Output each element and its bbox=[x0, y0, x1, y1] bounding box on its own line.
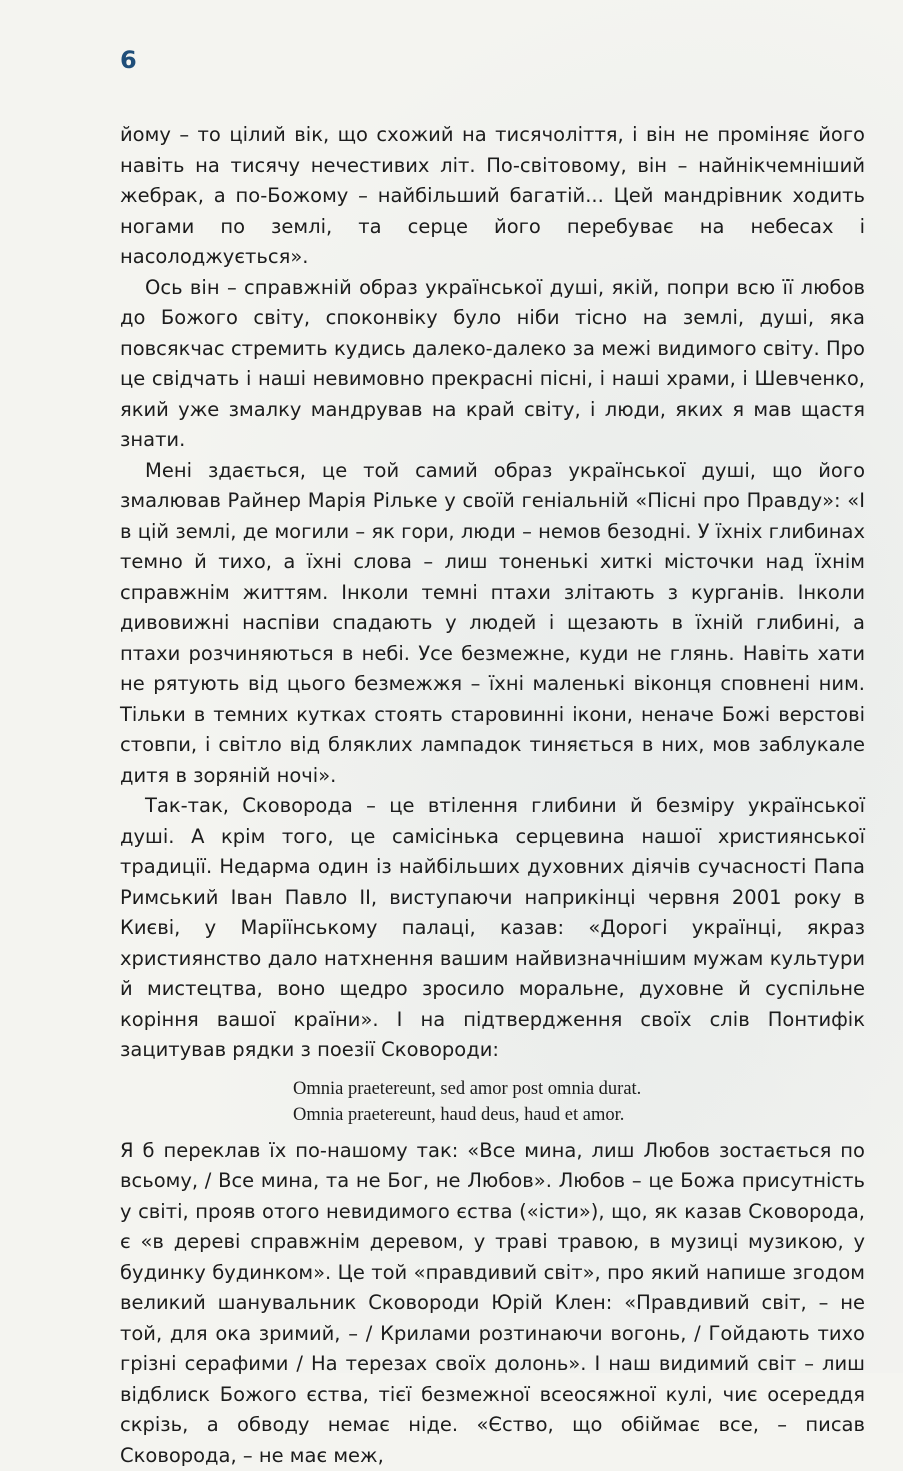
paragraph-3: Мені здається, це той самий образ української душі, що його змалював Райнер Марія Рільке у своїй геніальній «Пісні про Правду»: «І в цій землі, де могили – як гори, люди – немов безодні. У їхніх глибинах темно й тихо, а їхні слова – лиш тоненькі хиткі місточки над їхнім справжнім життям. Інколи темні птахи злітають з курганів. Інколи дивовижні наспіви спадають у людей і щезають в їхній глибині, а птахи розчиняються в небі. Усе безмежне, куди не глянь. Навіть хати не рятують від цього безмежжя – їхні маленькі віконця сповнені ним. Тільки в темних кутках стоять старовинні ікони, неначе Божі верстові стовпи, і світло від бляклих лампадок тиняється в них, мов заблукале дитя в зоряній ночі». bbox=[120, 456, 865, 792]
paragraph-4: Так-так, Сковорода – це втілення глибини й безміру української душі. А крім того, це самісінька серцевина нашої християнської традиції. Недарма один із найбільших духовних діячів сучасності Папа Римський Іван Павло II, виступаючи наприкінці червня 2001 року в Києві, у Маріїнському палаці, казав: «Дорогі українці, якраз християнство дало натхнення вашим найвизначнішим мужам культури й мистецтва, воно щедро зросило моральне, духовне й суспільне коріння вашої країни». І на підтвердження своїх слів Понтифік зацитував рядки з поезії Сковороди: bbox=[120, 791, 865, 1066]
verse-line-1: Omnia praetereunt, sed amor post omnia durat. bbox=[293, 1076, 865, 1102]
paragraph-5: Я б переклав їх по-нашому так: «Все мина, лиш Любов зостається по всьому, / Все мина, та не Бог, не Любов». Любов – це Божа присутність у світі, прояв отого невидимого єства («істи»), що, як казав Сковорода, є «в дереві справжнім деревом, у траві травою, в музиці музикою, у будинку будинком». Це той «правдивий світ», про який напише згодом великий шанувальник Сковороди Юрій Клен: «Правдивий світ, – не той, для ока зримий, – / Крилами розтинаючи вогонь, / Гойдають тихо грізні серафими / На терезах своїх долонь». І наш видимий світ – лиш відблиск Божого єства, тієї безмежної всеосяжної кулі, чиє осереддя скрізь, а обводу немає ніде. «Єство, що обіймає все, – писав Сковорода, – не має меж, bbox=[120, 1136, 865, 1471]
body-text bbox=[120, 120, 865, 1471]
latin-verse bbox=[120, 1076, 865, 1128]
page-number: 6 bbox=[120, 46, 137, 74]
paragraph-2: Ось він – справжній образ української душі, якій, попри всю її любов до Божого світу, споконвіку було ніби тісно на землі, душі, яка повсякчас стремить кудись далеко-далеко за межі видимого світу. Про це свідчать і наші невимовно прекрасні пісні, і наші храми, і Шевченко, який уже змалку мандрував на край світу, і люди, яких я мав щастя знати. bbox=[120, 273, 865, 456]
paragraph-1: йому – то цілий вік, що схожий на тисячоліття, і він не проміняє його навіть на тисячу нечестивих літ. По-світовому, він – найнікчемніший жебрак, а по-Божому – найбільший багатій... Цей мандрівник ходить ногами по землі, та серце його перебуває на небесах і насолоджується». bbox=[120, 120, 865, 273]
verse-line-2: Omnia praetereunt, haud deus, haud et amor. bbox=[293, 1102, 865, 1128]
